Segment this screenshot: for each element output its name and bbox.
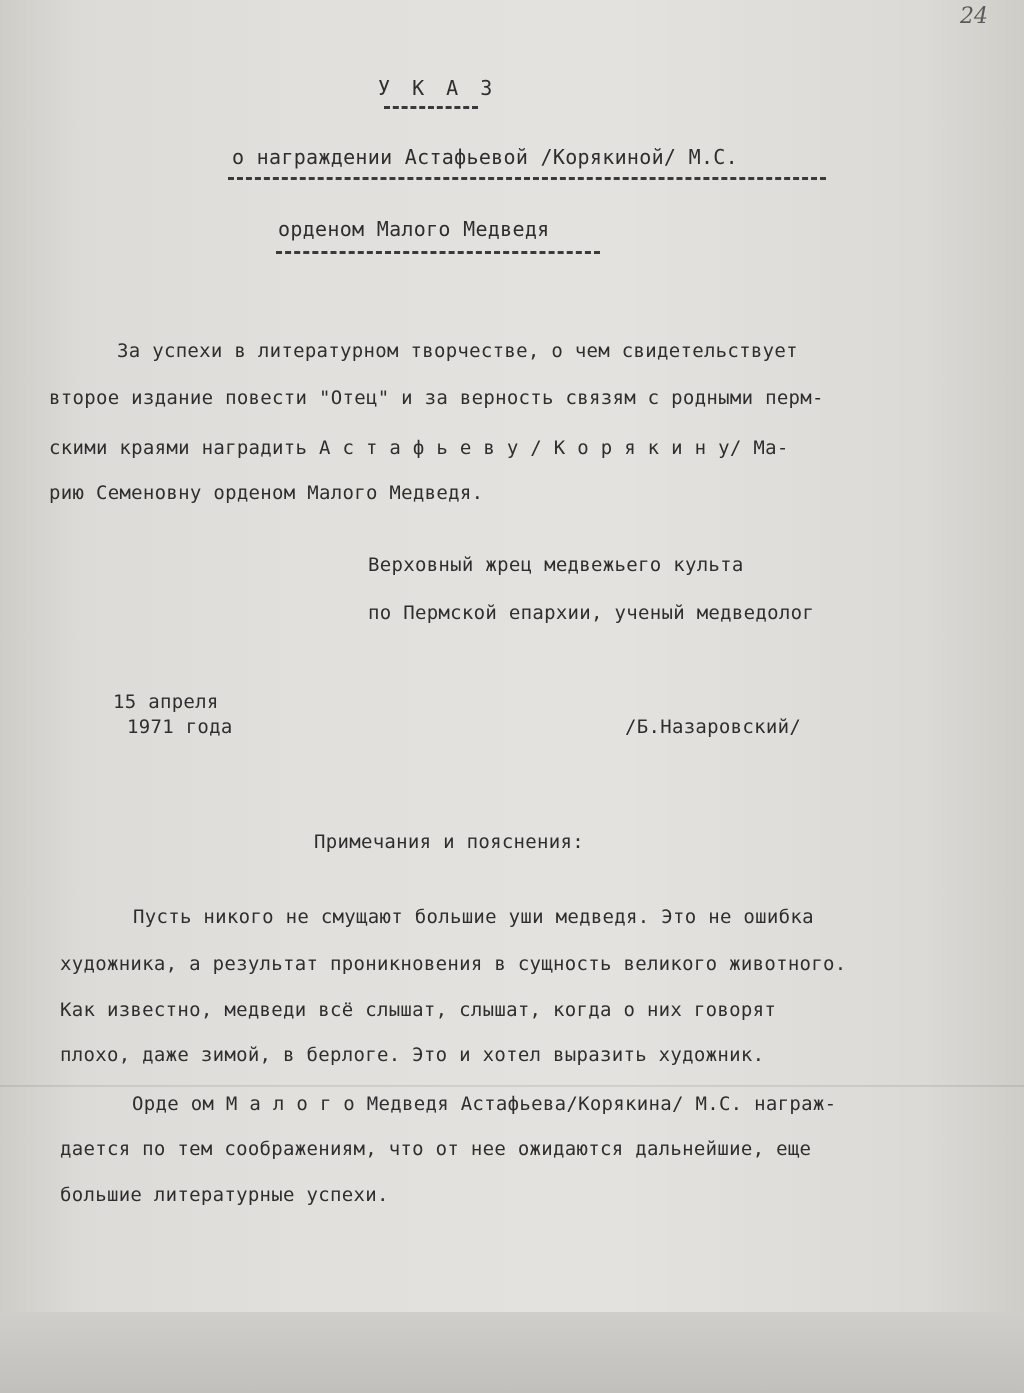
notes-line-4: плохо, даже зимой, в берлоге. Это и хотел выразить художник.: [60, 1044, 765, 1066]
notes-line-1: Пусть никого не смущают большие уши медведя. Это не ошибка: [133, 906, 814, 928]
notes-line-3: Как известно, медведи всё слышат, слышат, когда о них говорят: [60, 999, 777, 1021]
signatory-title-line-2: по Пермской епархии, ученый медведолог: [368, 602, 815, 624]
subtitle-underline: [228, 177, 826, 180]
notes-line-6: дается по тем соображениям, что от нее ожидаются дальнейшие, еще: [60, 1138, 812, 1160]
award-name: орденом Малого Медведя: [278, 217, 550, 241]
paper-fold: [0, 1085, 1024, 1087]
paper-bottom-edge: [0, 1312, 1024, 1393]
notes-heading: Примечания и пояснения:: [314, 831, 584, 853]
date-line-2: 1971 года: [127, 716, 233, 738]
body-line-1: За успехи в литературном творчестве, о чем свидетельствует: [117, 340, 798, 362]
signature: /Б.Назаровский/: [625, 716, 802, 738]
document-subtitle: о награждении Астафьевой /Корякиной/ М.С.: [232, 145, 738, 169]
signatory-title-line-1: Верховный жрец медвежьего культа: [368, 554, 744, 576]
date-line-1: 15 апреля: [113, 691, 219, 713]
award-underline: [276, 251, 600, 254]
title-underline: [384, 106, 478, 109]
body-line-3: скими краями наградить А с т а ф ь е в у / К о р я к и н у/ Ма-: [49, 437, 789, 459]
body-line-2: второе издание повести "Отец" и за верность связям с родными перм-: [49, 387, 824, 409]
notes-line-2: художника, а результат проникновения в сущность великого животного.: [60, 953, 847, 975]
document-title: У К А З: [378, 76, 498, 100]
notes-line-5: Орде ом М а л о г о Медведя Астафьева/Корякина/ М.С. награж-: [132, 1093, 837, 1115]
notes-line-7: большие литературные успехи.: [60, 1184, 389, 1206]
page-number: 24: [960, 4, 988, 29]
body-line-4: рию Семеновну орденом Малого Медведя.: [49, 482, 484, 504]
